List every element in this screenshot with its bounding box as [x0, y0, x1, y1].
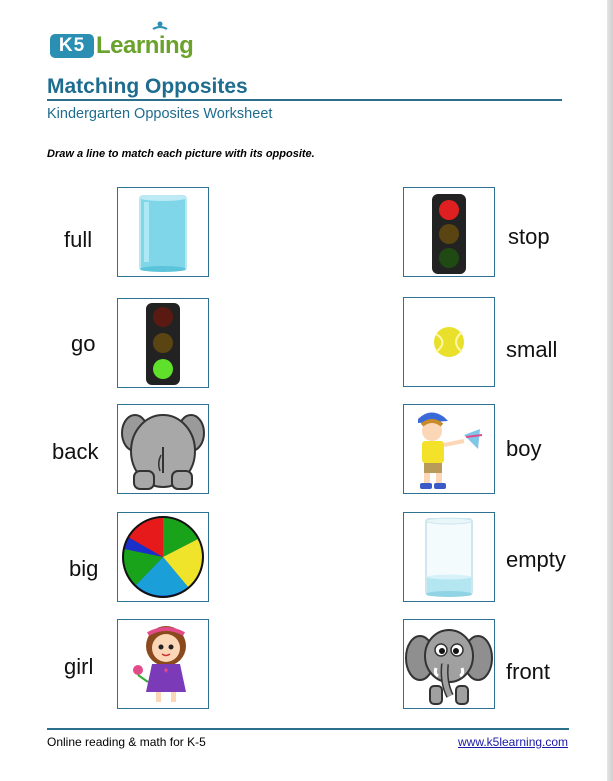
picture-empty-glass[interactable] [403, 512, 495, 602]
picture-boy[interactable] [403, 404, 495, 494]
traffic-light-stop-icon [404, 188, 494, 276]
left-word-back: back [52, 439, 99, 464]
footer-tagline: Online reading & math for K-5 [47, 735, 206, 749]
instructions: Draw a line to match each picture with its opposite. [47, 148, 315, 160]
picture-elephant-front[interactable] [403, 619, 495, 709]
picture-traffic-light-go[interactable] [117, 298, 209, 388]
page-title: Matching Opposites [47, 75, 248, 98]
footer-website-link[interactable]: www.k5learning.com [458, 735, 569, 749]
tennis-ball-icon [404, 298, 494, 386]
elephant-back-icon [118, 405, 208, 493]
k5-learning-logo[interactable] [50, 26, 195, 64]
elephant-front-icon [404, 620, 494, 708]
footer-divider [47, 728, 569, 730]
picture-beach-ball[interactable] [117, 512, 209, 602]
right-word-boy: boy [506, 436, 542, 461]
left-word-girl: girl [64, 654, 94, 679]
girl-icon [118, 620, 208, 708]
left-word-full: full [64, 227, 93, 252]
page-subtitle: Kindergarten Opposites Worksheet [47, 106, 273, 122]
empty-glass-icon [404, 513, 494, 601]
left-word-big: big [69, 556, 99, 581]
picture-full-glass[interactable] [117, 187, 209, 277]
right-word-empty: empty [506, 547, 566, 572]
full-glass-icon [118, 188, 208, 276]
left-word-go: go [71, 331, 96, 356]
logo-badge: K5 [50, 34, 94, 58]
picture-girl[interactable] [117, 619, 209, 709]
right-word-small: small [506, 337, 558, 362]
picture-traffic-light-stop[interactable] [403, 187, 495, 277]
logo-figure-icon [150, 20, 170, 38]
right-word-stop: stop [508, 224, 550, 249]
boy-icon [404, 405, 494, 493]
traffic-light-go-icon [118, 299, 208, 387]
page-edge [607, 0, 613, 781]
beach-ball-icon [118, 513, 208, 601]
right-word-front: front [506, 659, 551, 684]
title-divider [47, 99, 562, 101]
picture-elephant-back[interactable] [117, 404, 209, 494]
picture-tennis-ball[interactable] [403, 297, 495, 387]
logo-word: Learning [96, 32, 194, 59]
